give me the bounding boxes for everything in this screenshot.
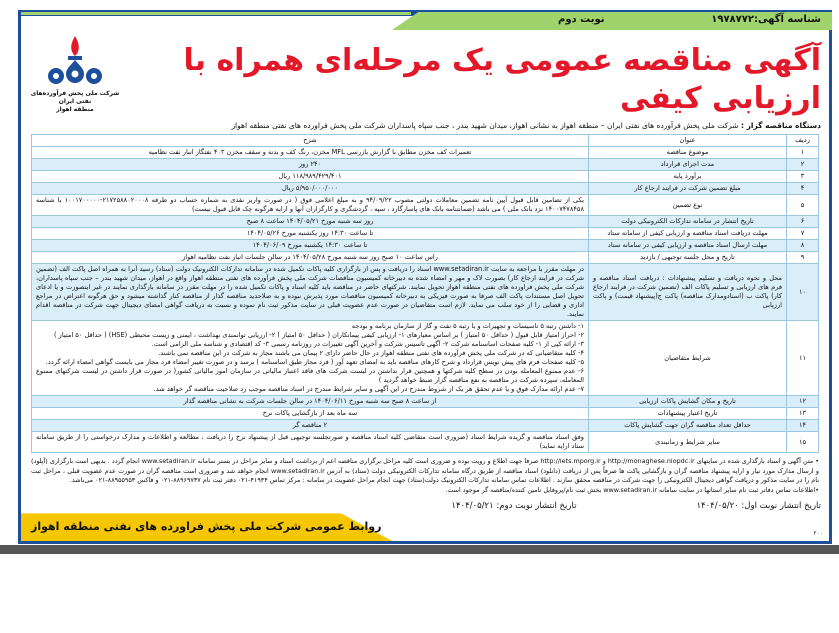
row-title: مهلت ارسال اسناد مناقصه و ارزیابی کیفی در سامانه ستاد xyxy=(589,240,787,252)
table-row xyxy=(32,147,819,159)
row-number: ۶ xyxy=(787,216,819,228)
page-number: ۴۰۰ xyxy=(813,530,823,538)
organizer-line xyxy=(21,118,829,134)
row-description-text: ۲ مناقصه گر xyxy=(292,421,328,429)
row-title: نوع تضمین xyxy=(589,195,787,216)
note-2: •اطلاعات تماس دفاتر ثبت نام سایر استانها در سایت سامانه www.setadiran.ir بخش ثبت نام/پروفایل تامین کننده/مناقصه گر موجود است. xyxy=(445,485,819,494)
row-description-text: سه ماه بعد از بازگشایی پاکات نرخ xyxy=(262,409,358,417)
note-1: • متن آگهی و اسناد بارگذاری شده در سایتهای http://monaghese.niopdc.ir و http://iets.mporg.ir صرفا جهت اطلاع و رویت بوده و ضروری است کلیه مراحل برگزاری مناقصه اعم از برداشت اسناد و سایر مراحل در بستر سامانه www.setadiran.ir انجام گردد . بدیهی است بارگزاری (آپلود) و ارسال مدارک مورد نیاز و ارایه پیشنهاد مناقصه گران و بازگشایی پاکت ها صرفاً پس از دریافت (دانلود) اسناد مناقصه از طریق درگاه سامانه تدارکات الکترونیکی دولت (ستاد) به آدرس www.setadiran.ir انجام خواهد شد و ضروری است مناقصه گران در صورت عدم عضویت قبلی ، مراحل ثبت نام را در سایت مذکور و دریافت گواهی دیجیتال الکترونیکی را جهت شرکت در مناقصه محقق سازند . اطلاعات تماس سامانه تدارکات الکترونیک دولت(ستاد) جهت انجام مراحل عضویت در سامانه : مرکز تماس ۴۱۹۳۴-۰۲۱ دفتر ثبت نام ۸۸۹۶۹۷۳۷-۰۲۱ و فاکس ۸۸۹۵۵۹۵۳-۰۲۱ می‌باشد. xyxy=(31,457,820,485)
row-description xyxy=(32,183,589,195)
company-logo xyxy=(29,34,121,114)
table-row xyxy=(32,171,819,183)
notice-frame xyxy=(18,10,832,544)
table-row xyxy=(32,159,819,171)
ad-id: شناسه آگهی:۱۹۷۸۷۷۲ xyxy=(711,14,821,25)
first-publication-date: تاریخ انتشار نوبت اول: ۱۴۰۴/۰۵/۲۰ xyxy=(696,501,821,512)
row-description-text: تا ساعت ۱۴:۳۰ یکشنبه مورخ ۱۴۰۴/۰۶/۰۹ xyxy=(252,241,368,249)
row-description xyxy=(32,216,589,228)
header-row xyxy=(21,30,829,118)
row-description xyxy=(32,147,589,159)
row-description xyxy=(32,195,589,216)
condition-line: ۶- عدم ممنوع المعامله بودن در سطح کلیه شرکتها و همچنین قرار نداشتن در لیست شرکت های فاقد اعتبار مالیاتی در سازمان امور مالیاتی کشور( در صورت قرار داشتن در لیست شرکتهای ممنوع المعامله، سپرده شرکت در مناقصه به نفع مناقصه گزار ضبط خواهد گردید ) xyxy=(36,367,584,384)
row-description-text: تا ساعت ۱۴:۳۰ روز یکشنبه مورخ ۱۴۰۴/۰۵/۲۶ xyxy=(246,229,374,237)
condition-line: ۳- ارائه کپی از ۱- کلیه صفحات اساسنامه شرکت ۲- آگهی تاسیس شرکت و آخرین آگهی تغییرات در روزنامه رسمی ۳- کد اقتصادی و شناسه ملی الزامی است. xyxy=(151,340,584,348)
row-title: شرایط متقاضیان xyxy=(589,321,787,396)
row-number: ۱ xyxy=(787,147,819,159)
row-number: ۱۵ xyxy=(787,432,819,453)
row-description xyxy=(32,432,589,453)
header-description: شرح xyxy=(32,135,589,147)
row-title: تاریخ انتشار در سامانه تدارکات الکترونیکی دولت xyxy=(589,216,787,228)
row-number: ۳ xyxy=(787,171,819,183)
row-description-text: ۵/۹۵۰/۰۰۰/۰۰۰ ریال xyxy=(281,184,338,192)
row-title: موضوع مناقصه xyxy=(589,147,787,159)
header-row-number: ردیف xyxy=(787,135,819,147)
logo-text-2: منطقه اهواز xyxy=(56,106,94,113)
row-number: ۱۲ xyxy=(787,396,819,408)
logo-text-1: شرکت ملی پخش فرآورده‌های نفتی ایران xyxy=(30,90,120,105)
second-publication-date: تاریخ انتشار نوبت دوم: ۱۴۰۴/۰۵/۲۱ xyxy=(451,501,577,512)
row-number: ۷ xyxy=(787,228,819,240)
row-description-text: یکی از تضامین قابل قبول آیین نامه تضمین معاملات دولتی مصوب ۹۴/۰۹/۲۲ و به مبلغ اعلامی فوق ( در صورت واریز نقدی به شماره حساب دو طرفه ۲۱۷۲۵۸۸۰۲۰۰۰۸-۱۰۰۱۷۰۰۰۰۰ با شناسه ۱۴۰۰۷۴۷۸۴۵۸ نزد بانک ملی ) می باشد (ضمانتنامه بانک های پاسارگارد ، سپه ، گردشگری و کارگزاران آنها و ارایه هرگونه چک قابل قبول نیست) xyxy=(36,196,584,213)
row-number: ۱۴ xyxy=(787,420,819,432)
row-description-text: در مهلت مقرر با مراجعه به سایت www.setadiran.ir اسناد را دریافت و پس از بارگزاری کلیه پاکات تکمیل شده در سامانه تدارکات الکترونیک دولت (ستاد) رسید آنرا به همراه اصل پاکت الف (تضمین شرکت در فرایند ارجاع کار) بصورت لاک و مهر و امضاء شده به دبیرخانه کمیسیون مناقصات شرکت ملی پخش فرآورده های نفتی منطقه اهواز واقع در اهواز، میدان شهید بندر – جنب سپاه پاسداران، شرکت ملی پخش فراورده های نفتی منطقه اهواز تحویل نمایند. شرکتهای حاضر در مناقصه باید کلیه اسناد و پاکات تکمیل شده را در مهلت مقرر در سامانه بارگذاری نمایند در غیر اینصورت و یا ادعای تحویل اصل مستندات پاکت الف صرفا به صورت فیزیکی به دبیرخانه کمیسیون مناقصات مورد پذیرش نبوده و به صلاحدید مناقصه گذار از مناقصه کنار گذاشته میشود و حق هرگونه اعتراض در مراجع اداری و قضایی را از خود سلب می نماید. لازم است متقاضیان در صورت عدم عضویت قبلی در سایت مذکور ثبت نام نموده و نسبت به دریافت گواهی امضای دیجیتال جهت شرکت در مناقصه اقدام نمایند. xyxy=(36,265,584,318)
tender-table xyxy=(31,134,819,453)
table-row xyxy=(32,216,819,228)
row-number: ۸ xyxy=(787,240,819,252)
table-row xyxy=(32,396,819,408)
row-title: سایر شرایط و زمانبندی xyxy=(589,432,787,453)
header-line xyxy=(21,12,411,15)
condition-line: ۵- کلیه صفحات فرم های پیش نویس قرارداد و شرح کارهای مناقصه باید به امضای تعهد آور ( فرد مجاز طبق اساسنامه ) برسد و در صورت تغییر امضاء فرد مجاز می بایست گواهی امضاء ارائه گردد. xyxy=(45,358,584,366)
row-description-text: از ساعت ۸ صبح سه شنبه مورخ ۱۴۰۴/۰۶/۱۱ در سالن جلسات شرکت به نشانی مناقصه گذار xyxy=(183,397,437,405)
row-title: حداقل تعداد مناقصه گران جهت گشایش پاکات xyxy=(589,420,787,432)
row-title: مهلت دریافت اسناد مناقصه و ارزیابی کیفی از سامانه ستاد xyxy=(589,228,787,240)
row-title: تاریخ و محل جلسه توجیهی / بازدید xyxy=(589,252,787,264)
condition-line: ۱- داشتن رتبه ۵ تاسیسات و تجهیزات و یا رتبه ۵ نفت و گاز از سازمان برنامه و بودجه xyxy=(351,322,584,330)
row-number: ۵ xyxy=(787,195,819,216)
bottom-bar xyxy=(0,545,839,554)
row-description xyxy=(32,240,589,252)
table-row xyxy=(32,252,819,264)
table-row xyxy=(32,321,819,396)
row-title: محل و نحوه دریافت و تسلیم پیشنهادات : دریافت اسناد مناقصه و فرم های ارزیابی و تسلیم پاکات الف (تضمین شرکت در فرایند ارجاع کار) پاکت ب (اسنادومدارک مناقصه) پاکت ج(پیشنهاد قیمت) و پاکت ارزیابی xyxy=(589,264,787,321)
row-description xyxy=(32,321,589,396)
row-description xyxy=(32,252,589,264)
publisher: روابط عمومی شرکت ملی پخش فراورده های نفتی منطقه اهواز xyxy=(31,520,382,534)
row-description-text: ۱۱۸/۹۸۹/۴۲۹/۴۰۱ ریال xyxy=(278,172,342,180)
publication-dates xyxy=(21,495,829,513)
row-description xyxy=(32,228,589,240)
row-description-text: روز سه شنبه مورخ ۱۴۰۴/۰۵/۲۱ ساعت ۸ صبح xyxy=(246,217,374,225)
organizer-value: شرکت ملی پخش فرآورده های نفتی ایران – منطقه اهواز به نشانی اهواز، میدان شهید بندر ، جنب سپاه پاسداران شرکت ملی پخش فراورده های نفتی منطقه اهواز xyxy=(231,121,739,130)
table-row xyxy=(32,420,819,432)
condition-line: ۴- کلیه متقاضیانی که در شرکت ملی پخش فرآورده های نفتی منطقه اهواز در حال حاضر دارای ۲ پیمان می باشند مجاز به شرکت در این مناقصه نمی باشند. xyxy=(158,349,584,357)
row-title: مبلغ تضمین شرکت در فرایند ارجاع کار xyxy=(589,183,787,195)
table-row xyxy=(32,408,819,420)
row-number: ۱۰ xyxy=(787,264,819,321)
row-number: ۴ xyxy=(787,183,819,195)
notes xyxy=(31,457,819,495)
row-description-text: وفق اسناد مناقصه و گزیده شرایط اسناد (ضروری است متقاضی کلیه اسناد مناقصه و صورتجلسه توجیهی قبل از پیشنهاد نرخ را دریافت ، مطالعه و اطلاعات و مدارک درخواستی را از طریق سامانه ستاد ارایه نماید) xyxy=(36,433,584,450)
row-description-text: تعمیرات کف مخزن مطابق با گزارش بازرسی MFL مخزن، رنگ کف و بدنه و سقف مخزن ۴۰۳ نفتگاز انبار نفت نظامیه xyxy=(148,148,472,156)
row-title: تاریخ و مکان گشایش پاکات ارزیابی xyxy=(589,396,787,408)
row-description xyxy=(32,159,589,171)
row-number: ۱۱ xyxy=(787,321,819,396)
row-title: تاریخ اعتبار پیشنهادات xyxy=(589,408,787,420)
condition-line: ۲- احراز امتیاز قابل قبول ( حداقل ۵۰ امتیاز ) بر اساس معیارهای ۱- ارزیابی کیفی پیمانکاران ( حداقل ۵۰ امتیاز ) ۲- ارزیابی توانمندی بهداشت ، ایمنی و زیست محیطی (HSE) ( حداقل ۵۰ امتیاز ) xyxy=(53,331,584,339)
table-row xyxy=(32,432,819,453)
row-number: ۲ xyxy=(787,159,819,171)
row-description xyxy=(32,408,589,420)
header-title: عنوان xyxy=(589,135,787,147)
round-label: نوبت دوم xyxy=(558,14,605,25)
organizer-label: دستگاه مناقصه گزار : xyxy=(740,121,821,130)
row-description xyxy=(32,171,589,183)
table-row xyxy=(32,240,819,252)
footer-row xyxy=(21,513,829,541)
table-row xyxy=(32,228,819,240)
header-band-row xyxy=(21,12,829,30)
row-description-text: ۲۴۰ روز xyxy=(298,160,322,168)
row-number: ۹ xyxy=(787,252,819,264)
flame-logo-icon xyxy=(44,34,106,86)
condition-line: ۷- عدم ارائه مدارک فوق و یا عدم تحقق هر یک از شروط مندرج در این آگهی و سایر شرایط مندرج در اسناد مناقصه موجب رد صلاحیت مناقصه گر خواهد شد. xyxy=(153,385,584,393)
row-description xyxy=(32,396,589,408)
table-row xyxy=(32,195,819,216)
notice-title: آگهی مناقصه عمومی یک مرحله‌ای همراه با ارزیابی کیفی xyxy=(183,43,821,116)
row-number: ۱۳ xyxy=(787,408,819,420)
table-row xyxy=(32,183,819,195)
row-description-text: راس ساعت ۱۰ صبح روز سه شنبه مورخ ۱۴۰۴/۰۵/۲۸ در سالن جلسات انبار نفت نظامیه اهواز xyxy=(182,253,438,261)
row-title: برآورد پایه xyxy=(589,171,787,183)
row-title: مدت اجرای قرارداد xyxy=(589,159,787,171)
row-description xyxy=(32,420,589,432)
table-row xyxy=(32,264,819,321)
row-description xyxy=(32,264,589,321)
